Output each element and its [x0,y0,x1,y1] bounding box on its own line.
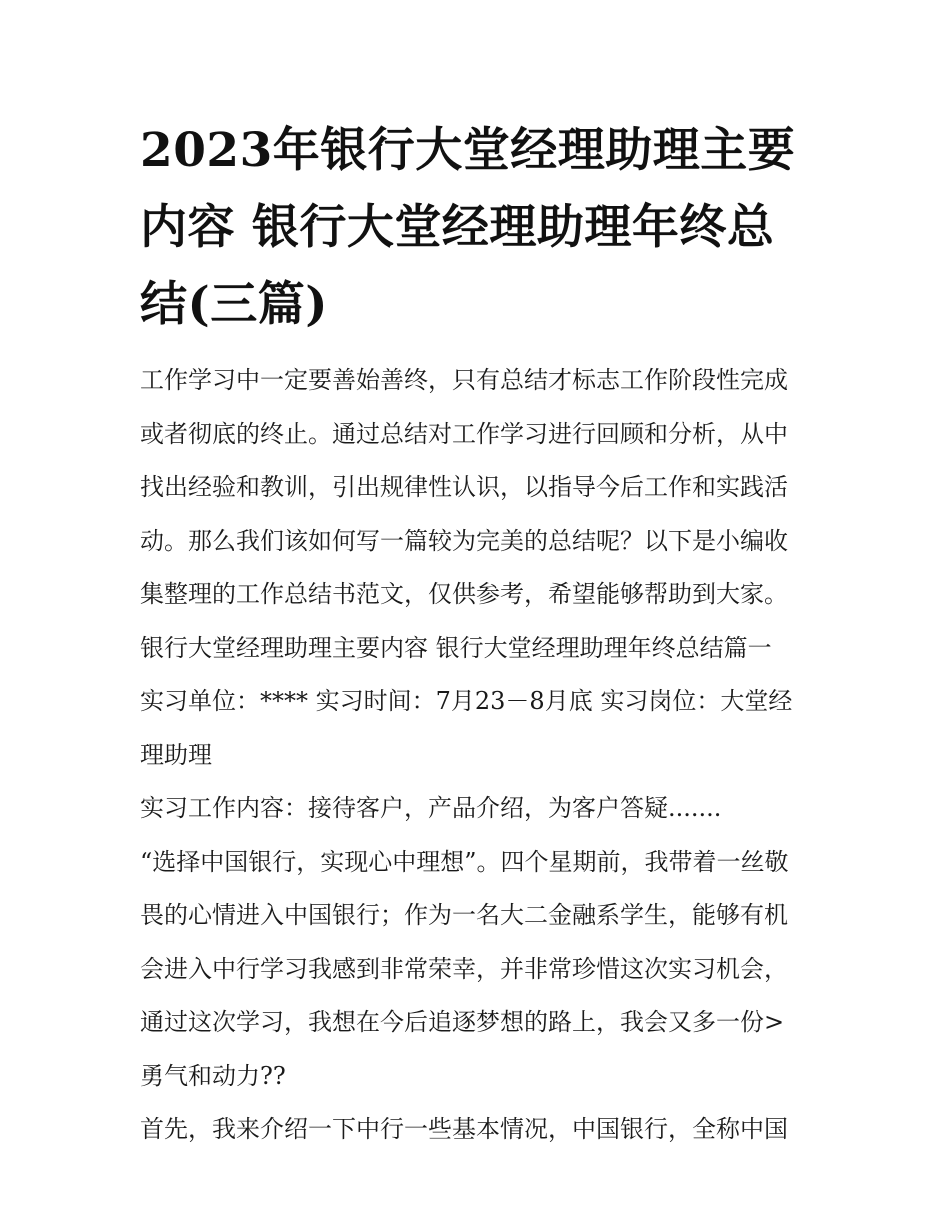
body-line: 或者彻底的终止。通过总结对工作学习进行回顾和分析，从中 [140,419,788,448]
body-line: 勇气和动力?? [140,1061,286,1090]
body-line: 畏的心情进入中国银行；作为一名大二金融系学生，能够有机 [140,901,788,929]
section-heading-line: 银行大堂经理助理主要内容 银行大堂经理助理年终总结篇一 [140,633,772,662]
body-line: “选择中国银行，实现心中理想”。四个星期前，我带着一丝敬 [140,847,789,876]
title-line-3: 结(三篇) [140,277,328,332]
body-line: 实习单位：**** 实习时间：7月23－8月底 实习岗位：大堂经 [140,687,793,715]
body-line: 会进入中行学习我感到非常荣幸，并非常珍惜这次实习机会， [140,954,788,983]
body-line: 实习工作内容：接待客户，产品介绍，为客户答疑....... [140,794,722,822]
body-line: 首先，我来介绍一下中行一些基本情况，中国银行，全称中国 [140,1115,788,1143]
document-body [140,354,830,1157]
title-line-2: 内容 银行大堂经理助理年终总 [140,200,775,255]
title-line-1: 2023年银行大堂经理助理主要 [140,123,796,178]
body-line: 通过这次学习，我想在今后追逐梦想的路上，我会又多一份> [140,1008,785,1036]
body-line: 工作学习中一定要善始善终，只有总结才标志工作阶段性完成 [140,366,788,394]
body-line: 动。那么我们该如何写一篇较为完美的总结呢？以下是小编收 [140,526,788,555]
body-line: 集整理的工作总结书范文，仅供参考，希望能够帮助到大家。 [140,580,788,608]
document-title [140,112,820,343]
body-line: 理助理 [140,740,212,769]
body-line: 找出经验和教训，引出规律性认识，以指导今后工作和实践活 [140,473,788,501]
